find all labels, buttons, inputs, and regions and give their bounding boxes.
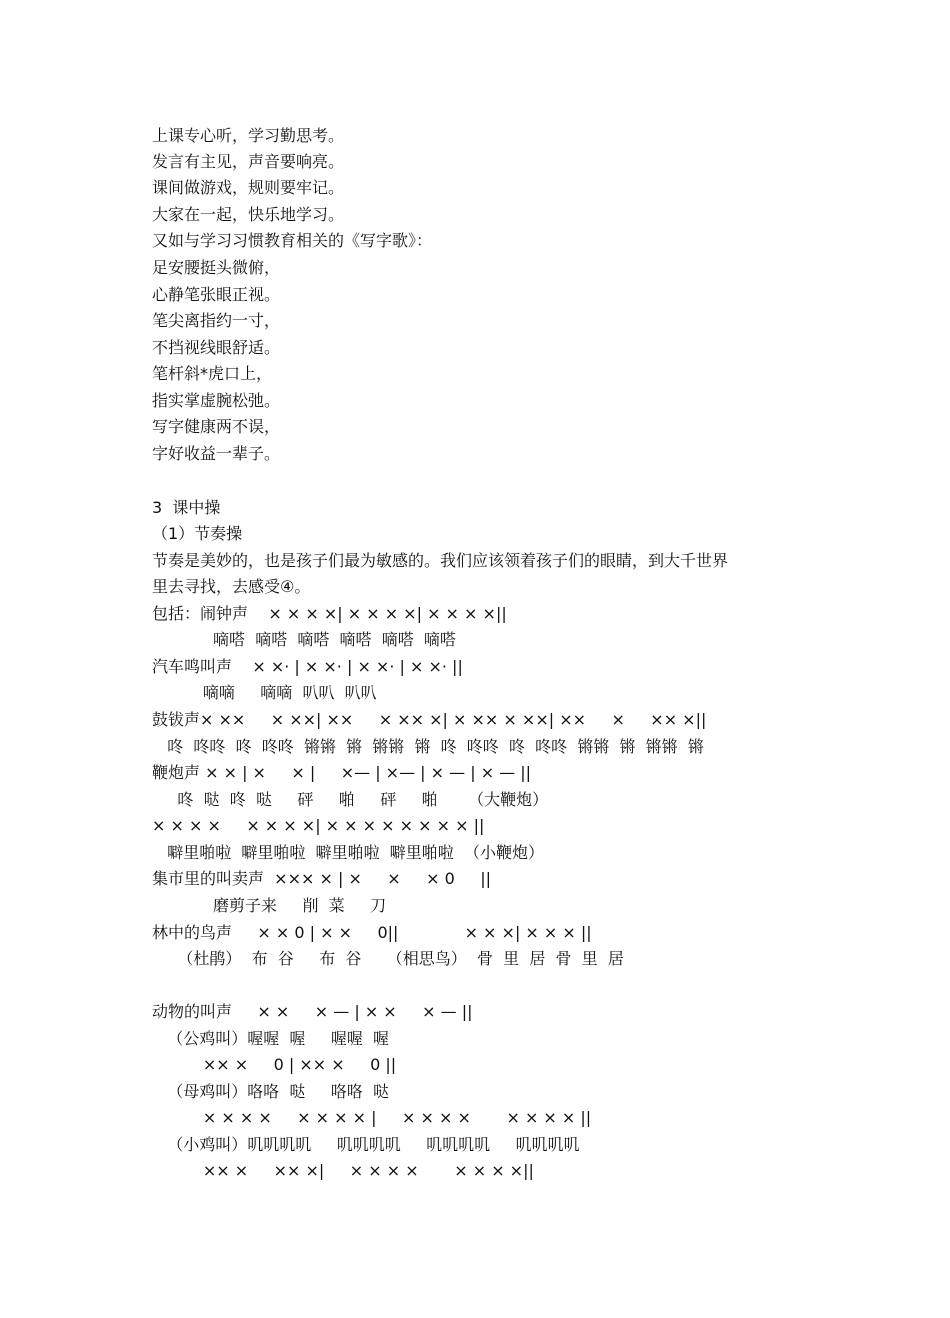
rhythm-lyric-line: 嘀嗒 嘀嗒 嘀嗒 嘀嗒 嘀嗒 嘀嗒 [152,630,456,649]
text-line: 写字健康两不误， [152,417,281,436]
text-line: 课间做游戏，规则要牢记。 [152,178,345,197]
rhythm-lyric-line: 嘀嘀 嘀嘀 叭叭 叭叭 [152,683,377,702]
text-line: 笔尖离指约一寸， [152,311,281,330]
rhythm-notation-line: 林中的鸟声 × × 0 | × × 0|| × × ×| × × × || [152,923,592,942]
text-line: 字好收益一辈子。 [152,444,281,463]
section-heading: 3 课中操 [152,498,221,517]
subsection-heading: （1）节奏操 [152,524,243,543]
rhythm-lyric-line: 磨剪子来 削 菜 刀 [152,896,387,915]
rhythm-notation-line: 包括：闹钟声 × × × ×| × × × ×| × × × ×|| [152,604,507,623]
text-line: 不挡视线眼舒适。 [152,338,281,357]
rhythm-notation-line: 鞭炮声 × × | × × | ×— | ×— | × — | × — || [152,763,532,782]
rhythm-notation-line: 动物的叫声 × × × — | × × × — || [152,1002,473,1021]
rhythm-notation-line: 汽车鸣叫声 × ×· | × ×· | × ×· | × ×· || [152,657,463,676]
text-line: 足安腰挺头微俯， [152,258,281,277]
rhythm-notation-line: × × × × × × × ×| × × × × × × × × || [152,816,485,835]
rhythm-notation-line: ×× × ×× ×| × × × × × × × ×|| [152,1161,534,1180]
text-line: 心静笔张眼正视。 [152,285,281,304]
rhythm-lyric-line: （母鸡叫）咯咯 哒 咯咯 哒 [152,1082,390,1101]
paragraph-line: 节奏是美妙的，也是孩子们最为敏感的。我们应该领着孩子们的眼睛，到大千世界 [152,551,729,570]
text-line: 笔杆斜*虎口上， [152,364,273,383]
text-line: 指实掌虚腕松弛。 [152,391,281,410]
rhythm-lyric-line: 噼里啪啦 噼里啪啦 噼里啪啦 噼里啪啦 （小鞭炮） [152,843,544,862]
rhythm-lyric-line: （小鸡叫）叽叽叽叽 叽叽叽叽 叽叽叽叽 叽叽叽叽 [152,1135,580,1154]
rhythm-notation-line: ×× × 0 | ×× × 0 || [152,1055,397,1074]
rhythm-lyric-line: 咚 哒 咚 哒 砰 啪 砰 啪 （大鞭炮） [152,790,549,809]
rhythm-lyric-line: 咚 咚咚 咚 咚咚 锵锵 锵 锵锵 锵 咚 咚咚 咚 咚咚 锵锵 锵 锵锵 锵 [152,737,704,756]
text-line: 上课专心听，学习勤思考。 [152,126,345,145]
rhythm-lyric-line: （杜鹃） 布 谷 布 谷 （相思鸟） 骨 里 居 骨 里 居 [152,949,624,968]
rhythm-notation-line: 鼓钹声× ×× × ××| ×× × ×× ×| × ×× × ××| ×× × ×× ×|| [152,710,707,729]
rhythm-lyric-line: （公鸡叫）喔喔 喔 喔喔 喔 [152,1029,390,1048]
text-line: 又如与学习习惯教育相关的《写字歌》： [152,231,433,250]
rhythm-notation-line: 集市里的叫卖声 ××× × | × × × 0 || [152,869,492,888]
rhythm-notation-line: × × × × × × × × | × × × × × × × × || [152,1108,592,1127]
text-line: 大家在一起，快乐地学习。 [152,205,345,224]
text-line: 发言有主见，声音要响亮。 [152,152,345,171]
paragraph-line: 里去寻找，去感受④。 [152,577,311,596]
